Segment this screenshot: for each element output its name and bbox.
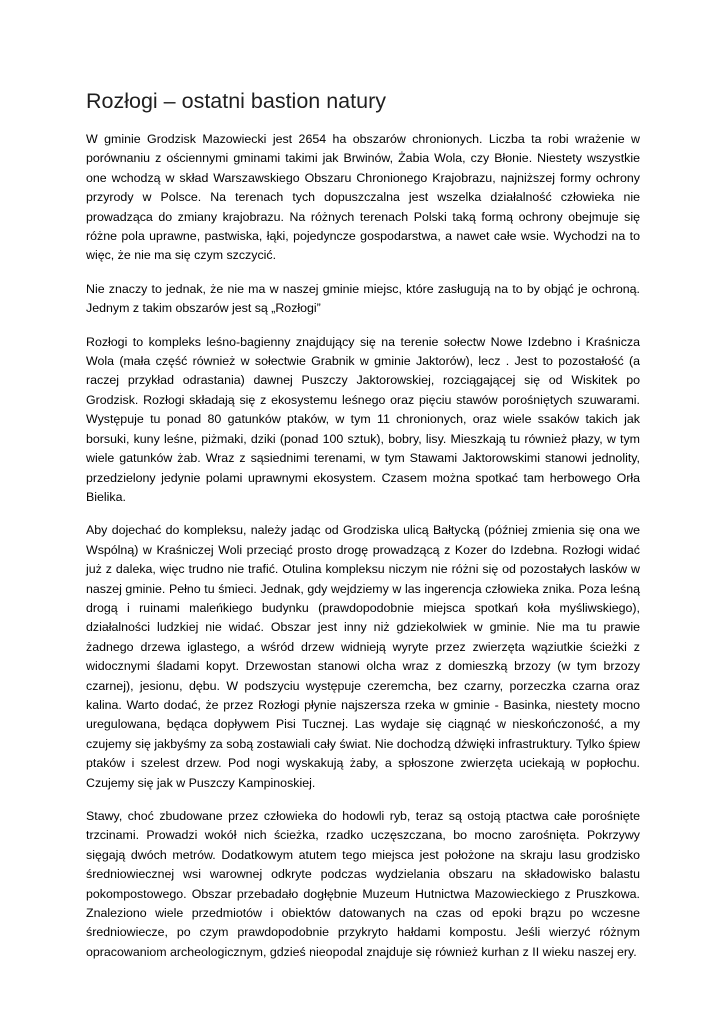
paragraph-2: Nie znaczy to jednak, że nie ma w naszej gminie miejsc, które zasługują na to by objąć je ochroną. Jednym z takim obszarów jest są „Rozłogi” (86, 281, 640, 316)
paragraph-1: W gminie Grodzisk Mazowiecki jest 2654 ha obszarów chronionych. Liczba ta robi wrażenie w porównaniu z ościennymi gminami takimi jak Brwinów, Żabia Wola, czy Błonie. Niestety wszystkie one wchodzą w skład Warszawskiego Obszaru Chronionego Krajobrazu, najniższej formy ochrony przyrody w Polsce. Na terenach tych dopuszczalna jest wszelka działalność człowieka nie prowadząca do zmiany krajobrazu. Na różnych terenach Polski taką formą ochrony obejmuje się różne pola uprawne, pastwiska, łąki, pojedyncze gospodarstwa, a nawet całe wsie. Wychodzi na to więc, że nie ma się czym szczycić. (86, 132, 640, 263)
paragraph-5: Stawy, choć zbudowane przez człowieka do hodowli ryb, teraz są ostoją ptactwa całe porośnięte trzcinami. Prowadzi wokół nich ścieżka, rzadko uczęszczana, bo mocno zarośnięta. Pokrzywy sięgają dwóch metrów. Dodatkowym atutem tego miejsca jest położone na skraju lasu grodzisko średniowiecznej wsi warownej odkryte podczas wydzielania obszaru na składowisko balastu pokompostowego. Obszar przebadało dogłębnie Muzeum Hutnictwa Mazowieckiego z Pruszkowa. Znaleziono wiele przedmiotów i obiektów datowanych na czas od epoki brązu po wczesne średniowiecze, po czym prawdopodobnie przykryto hałdami kompostu. Jeśli wierzyć różnym opracowaniom archeologicznym, gdzieś nieopodal znajduje się również kurhan z II wieku naszej ery. (86, 809, 640, 959)
paragraph-4: Aby dojechać do kompleksu, należy jadąc od Grodziska ulicą Bałtycką (później zmienia się ona we Wspólną) w Kraśniczej Woli przeciąć prosto drogę prowadzącą z Kozer do Izdebna. Rozłogi widać już z daleka, więc trudno nie trafić. Otulina kompleksu niczym nie różni się od pozostałych lasków w naszej gminie. Pełno tu śmieci. Jednak, gdy wejdziemy w las ingerencja człowieka znika. Poza leśną drogą i ruinami maleńkiego budynku (prawdopodobnie miejsca spotkań koła myśliwskiego), działalności ludzkiej nie widać. Obszar jest inny niż gdziekolwiek w gminie. Nie ma tu prawie żadnego drzewa iglastego, a wśród drzew widnieją wyryte przez zwierzęta wąziutkie ścieżki z widocznymi śladami kopyt. Drzewostan stanowi olcha wraz z domieszką brzozy (w tym brzozy czarnej), jesionu, dębu. W podszyciu występuje czeremcha, bez czarny, porzeczka czarna oraz kalina. Warto dodać, że przez Rozłogi płynie najszersza rzeka w gminie - Basinka, niestety mocno uregulowana, będąca dopływem Pisi Tucznej. Las wydaje się ciągnąć w nieskończoność, a my czujemy się jakbyśmy za sobą zostawiali cały świat. Nie dochodzą dźwięki infrastruktury. Tylko śpiew ptaków i szelest drzew. Pod nogi wyskakują żaby, a spłoszone zwierzęta uciekają w popłochu. Czujemy się jak w Puszczy Kampinoskiej. (86, 523, 640, 790)
paragraph-3: Rozłogi to kompleks leśno-bagienny znajdujący się na terenie sołectw Nowe Izdebno i Kraśnicza Wola (mała część również w sołectwie Grabnik w gminie Jaktorów), lecz . Jest to pozostałość (a raczej przykład odrastania) dawnej Puszczy Jaktorowskiej, rozciągającej się od Wiskitek po Grodzisk. Rozłogi składają się z ekosystemu leśnego oraz pięciu stawów porośniętych szuwarami. Występuje tu ponad 80 gatunków ptaków, w tym 11 chronionych, oraz wiele ssaków takich jak borsuki, kuny leśne, piżmaki, dziki (ponad 100 sztuk), bobry, lisy. Mieszkają tu również płazy, w tym wiele gatunków żab. Wraz z sąsiednimi terenami, w tym Stawami Jaktorowskimi stanowi jednolity, przedzielony jedynie polami uprawnymi ekosystem. Czasem można spotkać tam herbowego Orła Bielika. (86, 334, 640, 504)
document-body (86, 130, 640, 976)
page-title: Rozłogi – ostatni bastion natury (86, 89, 386, 113)
